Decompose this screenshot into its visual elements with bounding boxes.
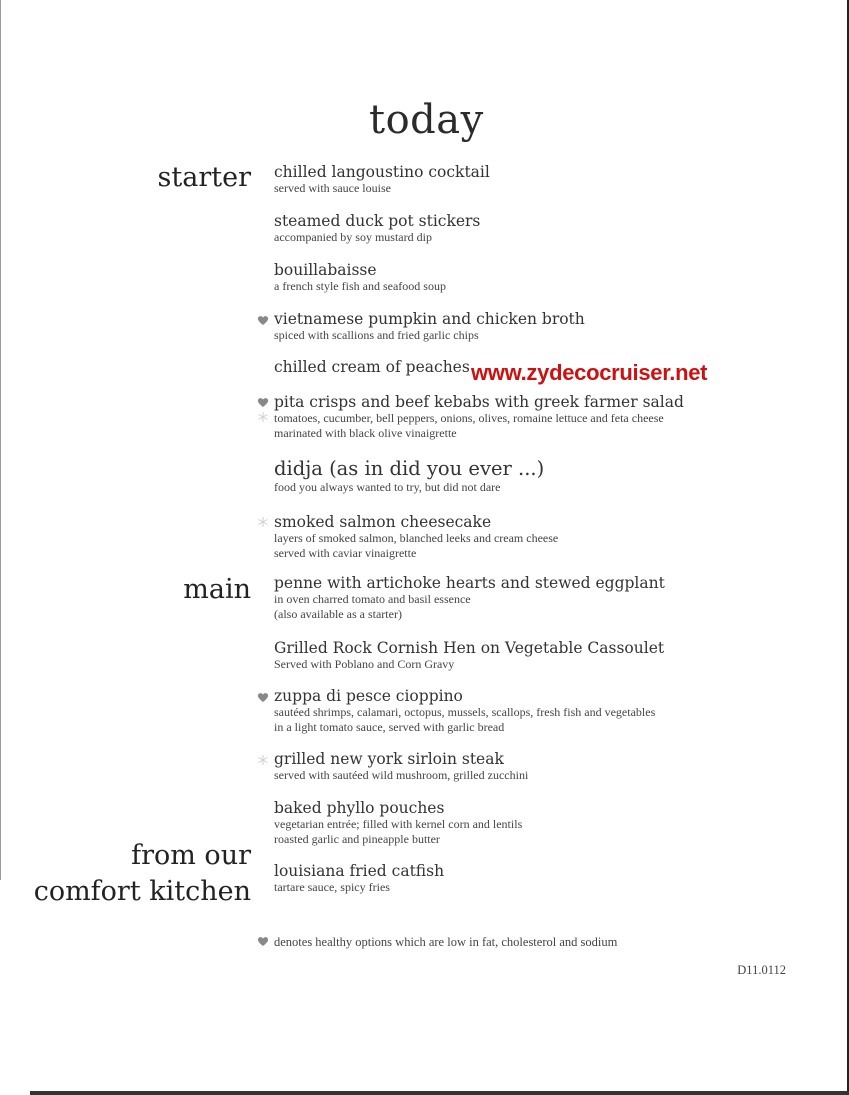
menu-title: today: [369, 97, 484, 143]
menu-item: [274, 163, 490, 196]
menu-item: [274, 750, 528, 783]
item-desc: (also available as a starter): [274, 607, 402, 621]
item-name: baked phyllo pouches: [274, 799, 445, 817]
item-desc: roasted garlic and pineapple butter: [274, 832, 440, 846]
item-desc: tomatoes, cucumber, bell peppers, onions, olives, romaine lettuce and feta cheese: [274, 411, 664, 425]
item-name: steamed duck pot stickers: [274, 212, 481, 230]
section-starter: starter: [157, 162, 251, 193]
menu-item: [274, 458, 544, 495]
item-desc: sautéed shrimps, calamari, octopus, mussels, scallops, fresh fish and vegetables: [274, 705, 656, 719]
item-desc: in a light tomato sauce, served with garlic bread: [274, 720, 505, 734]
item-desc: food you always wanted to try, but did not dare: [274, 480, 501, 494]
menu-item: [274, 212, 480, 245]
item-name: Grilled Rock Cornish Hen on Vegetable Cassoulet: [274, 639, 665, 657]
star-icon: [256, 754, 270, 766]
menu-item: [274, 799, 522, 847]
menu-item: [274, 358, 470, 376]
item-desc: accompanied by soy mustard dip: [274, 230, 432, 244]
item-name: penne with artichoke hearts and stewed eggplant: [274, 574, 665, 592]
item-name: grilled new york sirloin steak: [274, 750, 504, 768]
star-icon: [256, 411, 270, 423]
page-edge-bottom: [30, 1091, 849, 1095]
section-main: main: [183, 574, 251, 605]
legend-text: denotes healthy options which are low in fat, cholesterol and sodium: [274, 935, 618, 949]
item-desc: tartare sauce, spicy fries: [274, 880, 390, 894]
menu-item: [274, 393, 684, 441]
item-desc: Served with Poblano and Corn Gravy: [274, 657, 455, 671]
item-desc: in oven charred tomato and basil essence: [274, 592, 471, 606]
menu-item: [274, 574, 665, 622]
item-name: chilled langoustino cocktail: [274, 163, 490, 181]
healthy-legend: [256, 935, 617, 950]
menu-item: [274, 862, 444, 895]
star-icon: [256, 516, 270, 528]
menu-item: [274, 310, 585, 343]
section-comfort-kitchen: [34, 838, 251, 910]
heart-icon: [256, 314, 270, 326]
menu-item: [274, 639, 664, 672]
menu-item: [274, 513, 558, 561]
item-desc: vegetarian entrée; filled with kernel corn and lentils: [274, 817, 523, 831]
item-desc: a french style fish and seafood soup: [274, 279, 446, 293]
item-name: bouillabaisse: [274, 261, 377, 279]
item-name: louisiana fried catfish: [274, 862, 445, 880]
page-edge-left: [0, 0, 1, 880]
item-name: zuppa di pesce cioppino: [274, 687, 463, 705]
section-comfort-line2: comfort kitchen: [33, 876, 251, 907]
heart-icon: [256, 935, 270, 947]
menu-item: [274, 261, 446, 294]
heart-icon: [256, 396, 270, 408]
item-desc: served with caviar vinaigrette: [274, 546, 417, 560]
item-name: smoked salmon cheesecake: [274, 513, 492, 531]
item-name: pita crisps and beef kebabs with greek farmer salad: [274, 393, 684, 411]
item-desc: spiced with scallions and fried garlic chips: [274, 328, 479, 342]
item-name: didja (as in did you ever ...): [274, 457, 545, 480]
item-desc: served with sauce louise: [274, 181, 391, 195]
watermark: www.zydecocruiser.net: [471, 360, 708, 385]
heart-icon: [256, 691, 270, 703]
item-desc: served with sautéed wild mushroom, grilled zucchini: [274, 768, 529, 782]
section-comfort-line1: from our: [131, 840, 251, 871]
menu-code: D11.0112: [737, 963, 786, 977]
item-name: vietnamese pumpkin and chicken broth: [274, 310, 585, 328]
item-desc: layers of smoked salmon, blanched leeks and cream cheese: [274, 531, 559, 545]
menu-item: [274, 687, 655, 735]
item-desc: marinated with black olive vinaigrette: [274, 426, 457, 440]
item-name: chilled cream of peaches: [274, 358, 470, 376]
